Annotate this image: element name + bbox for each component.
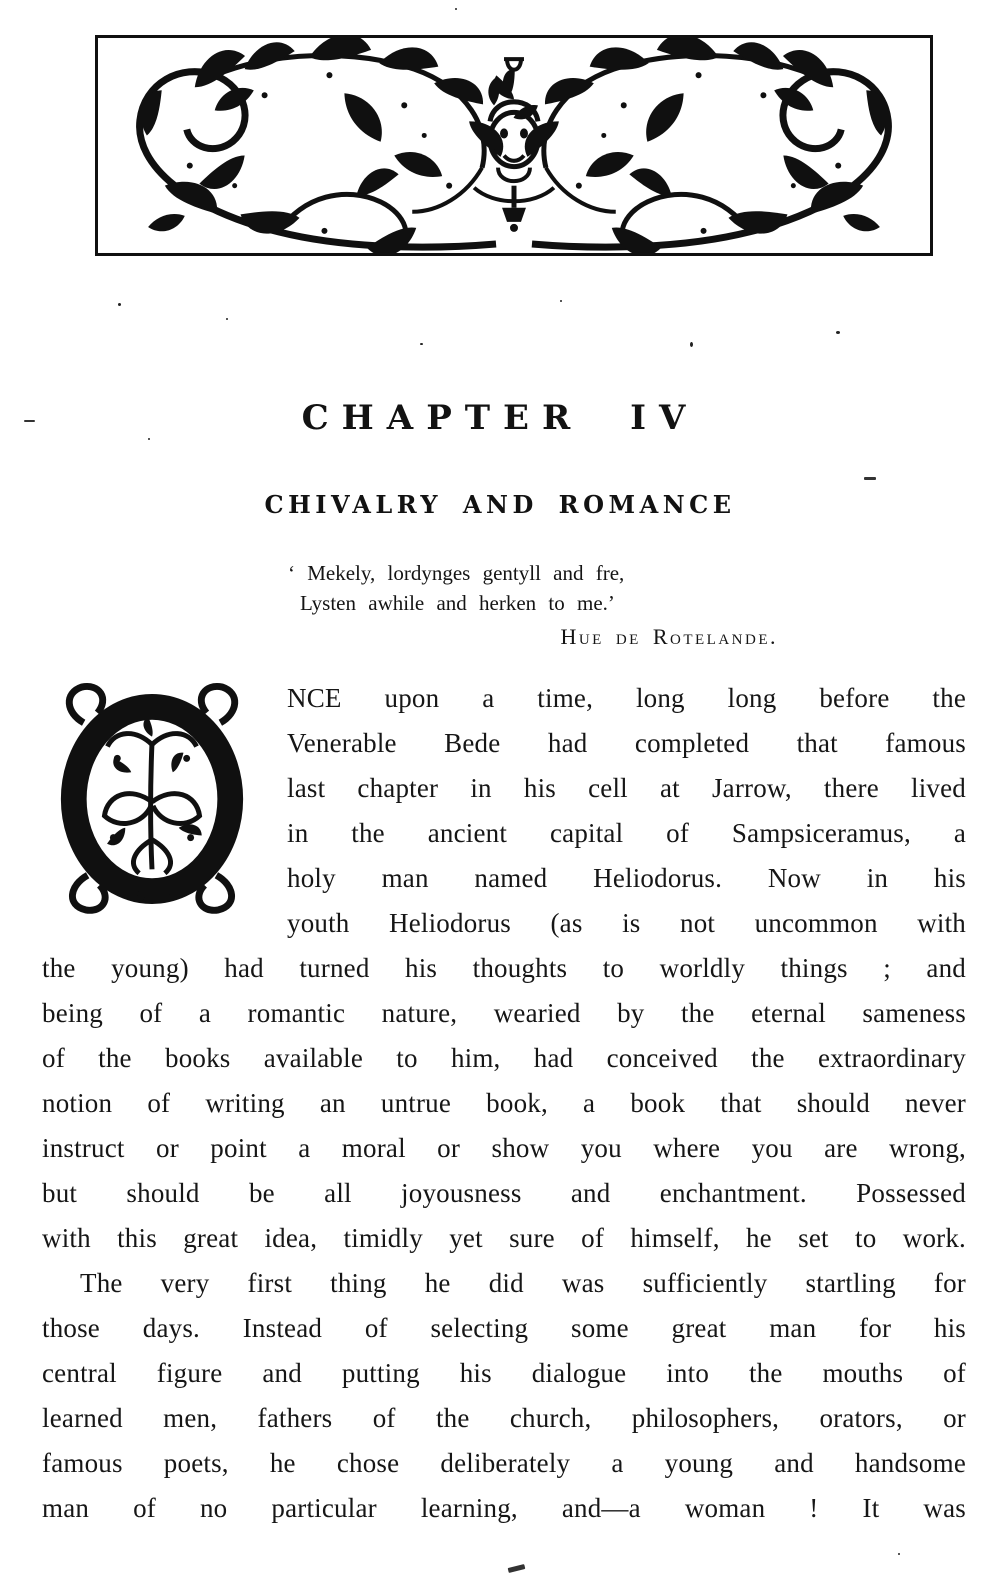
text-line: notion of writing an untrue book, a book that should never [42,1088,966,1118]
paragraph-2 [42,1261,966,1531]
epigraph-line-2: Lysten awhile and herken to me.’ [300,591,615,615]
scan-speckle [690,342,693,347]
epigraph [288,558,790,652]
text-line: of the books available to him, had conceived the extraordinary [42,1043,966,1073]
ornate-initial-O-icon [48,678,256,918]
scan-speckle [560,300,562,302]
epigraph-attribution: Hue de Rotelande. [560,624,778,649]
scan-speckle [836,331,840,334]
ornamental-headpiece [95,35,933,256]
body-text [42,676,966,1531]
text-line: famous poets, he chose deliberately a young and handsome [42,1448,966,1478]
chapter-heading: CHAPTER IV [301,398,699,438]
scan-speckle [148,438,150,440]
text-line: man of no particular learning, and—a woman ! It was [42,1493,966,1523]
text-line: Venerable Bede had completed that famous [287,728,966,758]
text-line: The very first thing he did was sufficiently startling for [80,1268,966,1298]
scan-speckle [898,1553,900,1555]
scan-speckle [420,343,423,345]
text-line: the young) had turned his thoughts to worldly things ; and [42,953,966,983]
paragraph-1-full-width [42,946,966,1261]
scan-speckle [118,303,121,306]
text-line: but should be all joyousness and enchantment. Possessed [42,1178,966,1208]
text-line: central figure and putting his dialogue into the mouths of [42,1358,966,1388]
text-line: with this great idea, timidly yet sure of himself, he set to work. [42,1223,966,1253]
epigraph-line-1: ‘ Mekely, lordynges gentyll and fre, [288,561,625,585]
scan-speckle [864,477,876,480]
text-line: last chapter in his cell at Jarrow, there lived [287,773,966,803]
text-line: those days. Instead of selecting some great man for his [42,1313,966,1343]
text-line: youth Heliodorus (as is not uncommon with [287,908,966,938]
text-line: instruct or point a moral or show you where you are wrong, [42,1133,966,1163]
chapter-subtitle: CHIVALRY AND ROMANCE [264,490,736,519]
scan-speckle [226,318,228,320]
scan-speckle [455,8,457,10]
text-line: in the ancient capital of Sampsiceramus, a [287,818,966,848]
text-line: learned men, fathers of the church, philosophers, orators, or [42,1403,966,1433]
text-line: holy man named Heliodorus. Now in his [287,863,966,893]
scan-speckle [24,420,35,422]
scan-speckle [508,1564,526,1573]
text-line: NCE upon a time, long long before the [287,683,966,713]
floral-engraving-icon [95,35,933,256]
drop-cap-initial [48,678,261,930]
text-line: being of a romantic nature, wearied by the eternal sameness [42,998,966,1028]
